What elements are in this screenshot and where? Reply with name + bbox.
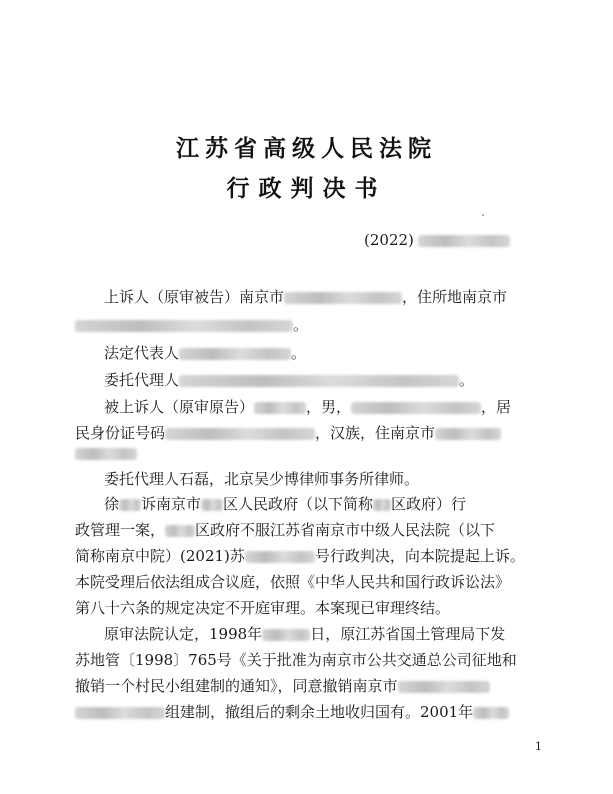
text-agent: 委托代理人	[104, 371, 180, 389]
paragraph-line-5	[104, 397, 511, 417]
redacted-district	[373, 499, 391, 511]
text-period: 。	[293, 316, 309, 334]
redacted-name	[179, 348, 291, 360]
text-address-label: ，住所地南京市	[402, 288, 508, 306]
paragraph-line-7	[75, 443, 137, 463]
text-ethnicity: ，汉族，住南京市	[315, 424, 436, 442]
text-surname: 徐	[104, 495, 120, 513]
paragraph-line-14	[104, 624, 505, 644]
redacted-date	[473, 707, 509, 719]
paragraph-line-10	[75, 520, 495, 540]
paragraph-line-12: 本院受理后依法组成合议庭，依照《中华人民共和国行政诉讼法》	[75, 573, 511, 591]
text-residence: ，居	[481, 398, 512, 416]
text-sue: 诉南京市	[141, 495, 202, 513]
text-notice: 撤销一个村民小组建制的通知》，同意撤销南京市	[75, 677, 398, 695]
redacted-case-number	[245, 551, 315, 563]
paragraph-line-9	[104, 494, 466, 514]
redacted-name	[254, 402, 306, 414]
text-period: 。	[291, 344, 307, 362]
paragraph-line-13: 第八十六条的规定决定不开庭审理。本案现已审理终结。	[75, 599, 451, 617]
redacted-location	[398, 681, 490, 693]
text-appeal-filed: 号行政判决，向本院提起上诉。	[314, 547, 525, 565]
paragraph-line-17	[75, 702, 509, 722]
redacted-text	[284, 292, 402, 304]
redacted-address	[435, 428, 501, 440]
redacted-birth	[351, 402, 481, 414]
text-gov-short: 区政府）行	[391, 495, 467, 513]
paragraph-line-8: 委托代理人石磊，北京吴少博律师事务所律师。	[104, 470, 420, 488]
redacted-district	[165, 525, 195, 537]
text-gender: ，男，	[306, 398, 352, 416]
text-gov: 区人民政府（以下简称	[223, 495, 374, 513]
page-number: 1	[535, 740, 542, 753]
paragraph-line-6	[75, 423, 501, 443]
redacted-location	[75, 707, 165, 719]
text-case: 政管理一案，	[75, 521, 166, 539]
text-period: 。	[459, 371, 475, 389]
document-type-title: 行政判决书	[226, 175, 387, 202]
text-court-ref: 简称南京中院）(2021)苏	[75, 547, 245, 565]
court-title: 江苏省高级人民法院	[176, 135, 437, 162]
redacted-name	[119, 499, 141, 511]
text-id-label: 民身份证号码	[75, 424, 166, 442]
redacted-case-number	[418, 235, 510, 247]
text-legal-rep: 法定代表人	[104, 344, 180, 362]
redacted-date	[262, 629, 310, 641]
redacted-id-number	[165, 428, 315, 440]
redacted-address	[75, 320, 293, 332]
text-appellant: 上诉人（原审被告）南京市	[104, 288, 285, 306]
paragraph-line-15: 苏地管〔1998〕765号《关于批准为南京市公共交通总公司征地和	[75, 651, 517, 669]
paragraph-line-11	[75, 546, 525, 566]
text-appellee: 被上诉人（原审原告）	[104, 398, 255, 416]
redacted-agent	[179, 375, 459, 387]
paragraph-line-2	[75, 315, 308, 335]
text-finding: 原审法院认定，1998年	[104, 625, 263, 643]
paragraph-line-1	[104, 287, 507, 307]
paragraph-line-3	[104, 343, 306, 363]
text-group: 组建制，撤组后的剩余土地收归国有。2001年	[165, 703, 474, 721]
scan-speck	[482, 214, 484, 216]
paragraph-line-16	[75, 676, 490, 696]
text-bureau: 日，原江苏省国土管理局下发	[310, 625, 506, 643]
redacted-address	[75, 448, 137, 460]
case-number-year: (2022)	[364, 231, 414, 249]
text-appeal: 区政府不服江苏省南京市中级人民法院（以下	[195, 521, 496, 539]
redacted-district	[201, 499, 223, 511]
paragraph-line-4	[104, 370, 474, 390]
case-number	[364, 231, 510, 249]
